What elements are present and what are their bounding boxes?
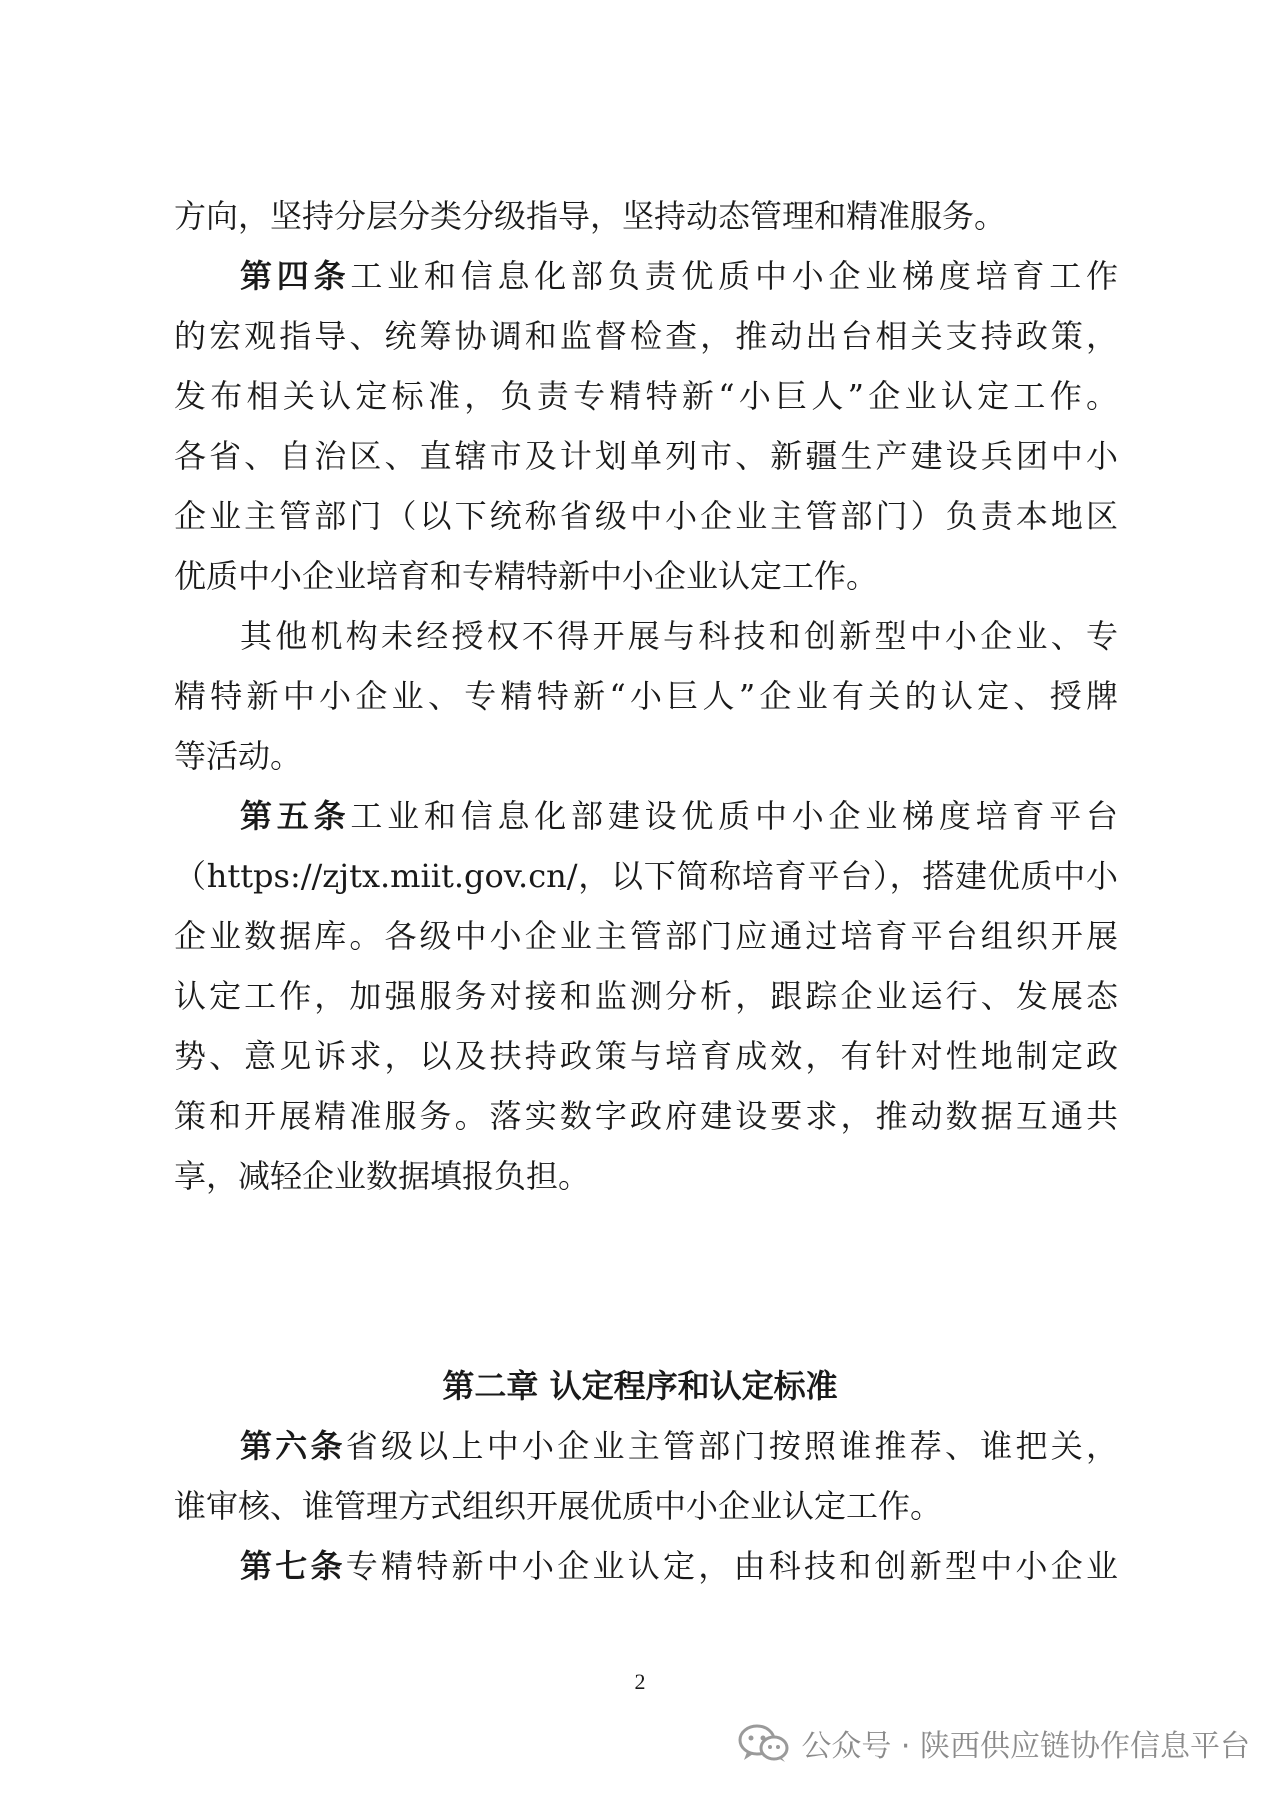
text-line	[174, 1486, 1118, 1526]
line-text: （https://zjtx.miit.gov.cn/，以下简称培育平台），搭建优质中小	[174, 857, 1118, 895]
article-label: 第七条	[240, 1547, 346, 1585]
paragraph-first-line	[240, 616, 1118, 656]
line-text: 企业数据库。各级中小企业主管部门应通过培育平台组织开展	[174, 917, 1118, 955]
line-text: 享，减轻企业数据填报负担。	[174, 1157, 591, 1195]
line-text: 精特新中小企业、专精特新“小巨人”企业有关的认定、授牌	[174, 677, 1118, 715]
line-text: 优质中小企业培育和专精特新中小企业认定工作。	[174, 557, 879, 595]
line-text: 省级以上中小企业主管部门按照谁推荐、谁把关，	[345, 1427, 1118, 1465]
article-4-first-line	[240, 256, 1118, 296]
line-text: 企业主管部门（以下统称省级中小企业主管部门）负责本地区	[174, 497, 1118, 535]
text-line	[174, 196, 1118, 236]
watermark	[737, 1718, 1250, 1768]
text-line	[174, 376, 1118, 416]
line-text: 工业和信息化部负责优质中小企业梯度培育工作	[350, 257, 1118, 295]
line-text: 各省、自治区、直辖市及计划单列市、新疆生产建设兵团中小	[174, 437, 1118, 475]
text-line	[174, 436, 1118, 476]
text-line	[174, 1036, 1118, 1076]
line-text: 等活动。	[174, 737, 303, 775]
wechat-icon	[737, 1723, 791, 1763]
text-line	[174, 916, 1118, 956]
article-label: 第五条	[240, 797, 351, 835]
text-line	[174, 1156, 1118, 1196]
line-text: 方向，坚持分层分类分级指导，坚持动态管理和精准服务。	[174, 197, 1007, 235]
line-text: 专精特新中小企业认定，由科技和创新型中小企业	[345, 1547, 1118, 1585]
text-line	[174, 496, 1118, 536]
line-text: 发布相关认定标准，负责专精特新“小巨人”企业认定工作。	[174, 377, 1118, 415]
text-line	[174, 556, 1118, 596]
line-text: 的宏观指导、统筹协调和监督检查，推动出台相关支持政策，	[174, 317, 1118, 355]
watermark-text: 公众号 · 陕西供应链协作信息平台	[801, 1729, 1250, 1764]
article-label: 第四条	[240, 257, 351, 295]
article-label: 第六条	[240, 1427, 346, 1465]
article-5-first-line	[240, 796, 1118, 836]
text-line	[174, 316, 1118, 356]
text-line	[174, 1096, 1118, 1136]
text-line	[174, 976, 1118, 1016]
text-line	[174, 676, 1118, 716]
page-number: 2	[634, 1669, 646, 1694]
line-text: 认定工作，加强服务对接和监测分析，跟踪企业运行、发展态	[174, 977, 1118, 1015]
line-text: 谁审核、谁管理方式组织开展优质中小企业认定工作。	[174, 1487, 943, 1525]
line-text: 势、意见诉求，以及扶持政策与培育成效，有针对性地制定政	[174, 1037, 1118, 1075]
line-text: 工业和信息化部建设优质中小企业梯度培育平台	[350, 797, 1118, 835]
chapter-title: 第二章 认定程序和认定标准	[442, 1367, 838, 1405]
article-7-first-line	[240, 1546, 1118, 1586]
text-line	[174, 736, 1118, 776]
line-text: 策和开展精准服务。落实数字政府建设要求，推动数据互通共	[174, 1097, 1118, 1135]
article-6-first-line	[240, 1426, 1118, 1466]
text-line	[174, 856, 1118, 896]
line-text: 其他机构未经授权不得开展与科技和创新型中小企业、专	[240, 617, 1118, 655]
